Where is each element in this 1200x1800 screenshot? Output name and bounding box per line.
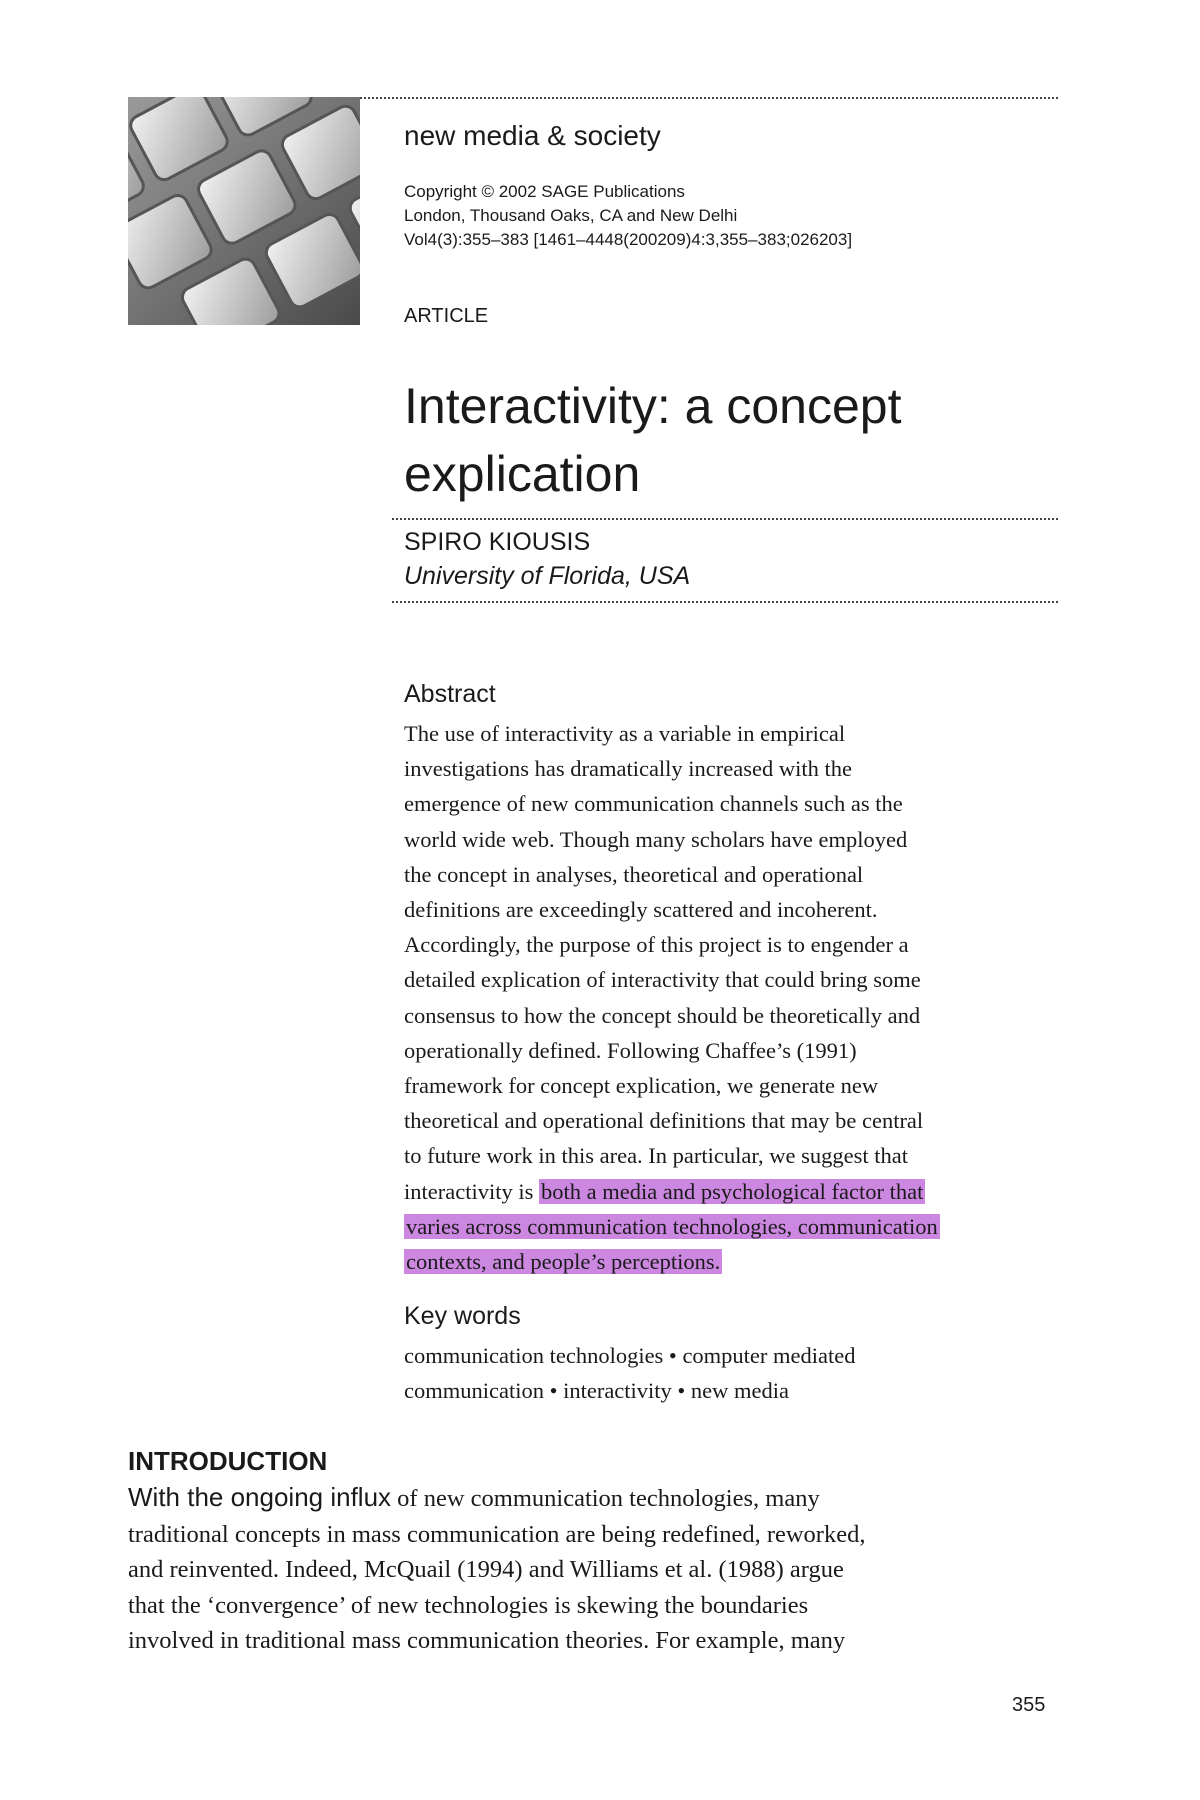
intro-line [128,1480,1058,1517]
publisher-locations: London, Thousand Oaks, CA and New Delhi [404,206,738,225]
abstract-line: consensus to how the concept should be theoretically and [404,1002,921,1028]
abstract-heading: Abstract [404,680,496,708]
journal-name: new media & society [404,120,661,151]
title-line-2: explication [404,446,641,502]
abstract-line [404,1174,1044,1209]
keywords-line: communication • interactivity • new media [404,1378,790,1404]
intro-line: and reinvented. Indeed, McQuail (1994) and Williams et al. (1988) argue [128,1556,844,1583]
abstract-line: theoretical and operational definitions that may be central [404,1108,924,1134]
abstract-line: detailed explication of interactivity that could bring some [404,967,921,993]
intro-line: that the ‘convergence’ of new technologies is skewing the boundaries [128,1591,809,1619]
abstract-line [404,1209,1044,1244]
top-rule [360,97,1058,99]
intro-lead-in: With the ongoing influx [128,1482,392,1512]
highlighted-text: both a media and psychological factor that [540,1178,924,1204]
keywords-heading: Key words [404,1302,521,1330]
abstract-line: Accordingly, the purpose of this project is to engender a [404,932,909,958]
article-type-label: ARTICLE [404,305,489,327]
abstract-line: emergence of new communication channels such as the [404,791,903,817]
title-rule [392,518,1058,520]
author-affiliation: University of Florida, USA [404,562,691,590]
abstract-line: The use of interactivity as a variable in empirical [404,721,846,746]
abstract-line: operationally defined. Following Chaffee’s (1991) [404,1037,857,1063]
abstract-line: to future work in this area. In particular, we suggest that [404,1143,908,1169]
article-title [404,372,1044,508]
abstract-text: interactivity is [404,1178,539,1204]
intro-text: of new communication technologies, many [391,1485,820,1512]
intro-line: traditional concepts in mass communication are being redefined, reworked, [128,1520,866,1548]
introduction-heading: INTRODUCTION [128,1446,328,1476]
introduction-body [128,1480,1058,1659]
author-name: SPIRO KIOUSIS [404,528,591,556]
abstract-body [404,716,1044,1279]
highlighted-text: contexts, and people’s perceptions. [406,1249,721,1275]
abstract-line: investigations has dramatically increased with the [404,756,852,782]
copyright-line: Copyright © 2002 SAGE Publications [404,182,685,201]
keyboard-photo [128,97,360,325]
abstract-line: world wide web. Though many scholars have employed [404,826,908,852]
publication-info [404,180,852,252]
title-line-1: Interactivity: a concept [404,378,902,434]
abstract-line: definitions are exceedingly scattered and incoherent. [404,897,878,923]
intro-line: involved in traditional mass communication theories. For example, many [128,1627,846,1654]
abstract-line [404,1244,1044,1279]
page-number: 355 [1012,1694,1046,1716]
keywords-list [404,1338,1044,1408]
abstract-line: framework for concept explication, we generate new [404,1073,879,1099]
abstract-line: the concept in analyses, theoretical and operational [404,861,864,887]
author-rule [392,601,1058,603]
keywords-line: communication technologies • computer mediated [404,1343,856,1368]
keyboard-illustration [128,97,360,325]
volume-line: Vol4(3):355–383 [1461–4448(200209)4:3,355–383;026203] [404,230,853,249]
highlighted-text: varies across communication technologies, communication [406,1213,938,1239]
